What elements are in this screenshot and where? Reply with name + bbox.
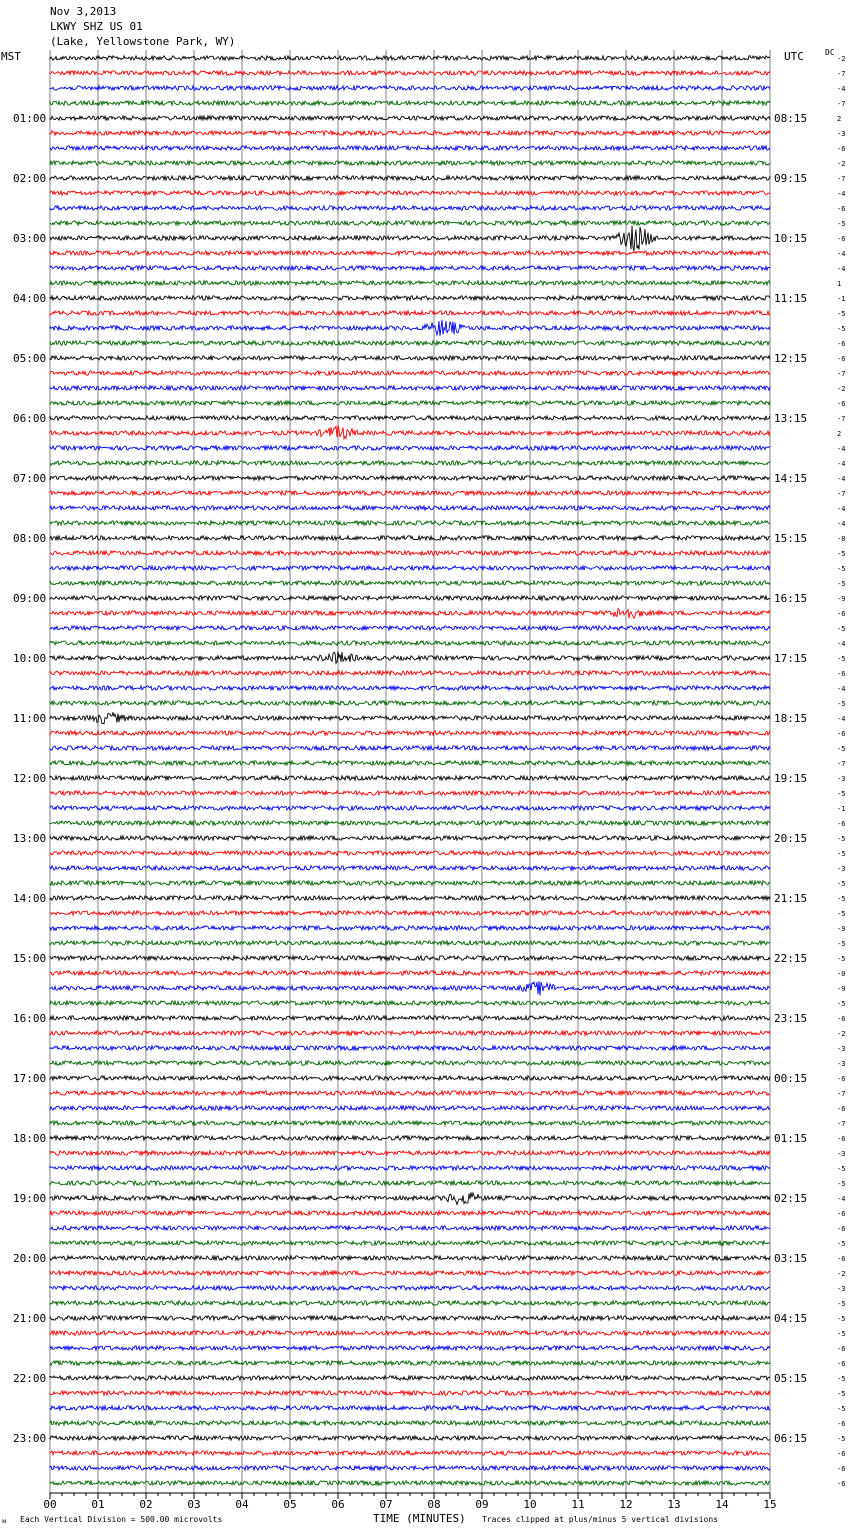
right-hour-label: 18:15 bbox=[774, 712, 808, 725]
left-hour-label: 02:00 bbox=[13, 172, 47, 185]
trace-row bbox=[50, 1331, 770, 1335]
dc-offset-label: -4 bbox=[837, 520, 846, 528]
dc-offset-label: -7 bbox=[837, 415, 846, 423]
dc-offset-label: -5 bbox=[837, 220, 846, 228]
trace-row bbox=[50, 956, 770, 960]
trace-row bbox=[50, 1121, 770, 1125]
dc-offset-label: -6 bbox=[837, 1450, 846, 1458]
left-hour-label: 22:00 bbox=[13, 1372, 47, 1385]
dc-offset-label: -5 bbox=[837, 1375, 846, 1383]
trace-row bbox=[50, 191, 770, 195]
left-hour-label: 19:00 bbox=[13, 1192, 47, 1205]
dc-offset-label: -5 bbox=[837, 1180, 846, 1188]
dc-offset-label: -6 bbox=[837, 610, 846, 618]
trace-row bbox=[50, 1061, 770, 1065]
trace-row bbox=[50, 161, 770, 165]
trace-row bbox=[50, 701, 770, 705]
trace-row bbox=[50, 821, 770, 825]
dc-offset-label: -5 bbox=[837, 565, 846, 573]
x-tick-label: 02 bbox=[139, 1498, 153, 1511]
dc-offset-label: -6 bbox=[837, 205, 846, 213]
trace-row bbox=[50, 1481, 770, 1485]
trace-row bbox=[50, 971, 770, 975]
right-hour-label: 00:15 bbox=[774, 1072, 808, 1085]
trace-row bbox=[50, 461, 770, 465]
left-hour-label: 20:00 bbox=[13, 1252, 47, 1265]
trace-row bbox=[50, 776, 770, 780]
trace-row bbox=[50, 1046, 770, 1050]
right-hour-label: 09:15 bbox=[774, 172, 808, 185]
x-tick-label: 01 bbox=[91, 1498, 105, 1511]
trace-row bbox=[50, 101, 770, 105]
dc-offset-label: -6 bbox=[837, 400, 846, 408]
dc-offset-label: -2 bbox=[837, 385, 846, 393]
x-tick-label: 03 bbox=[187, 1498, 201, 1511]
dc-offset-label: -5 bbox=[837, 1435, 846, 1443]
trace-row bbox=[50, 446, 770, 450]
trace-row bbox=[50, 1316, 770, 1320]
left-hour-label: 18:00 bbox=[13, 1132, 47, 1145]
trace-row bbox=[50, 836, 770, 840]
dc-offset-label: -3 bbox=[837, 865, 846, 873]
trace-row bbox=[50, 712, 770, 724]
right-hour-label: 01:15 bbox=[774, 1132, 808, 1145]
left-hour-label: 11:00 bbox=[13, 712, 47, 725]
dc-offset-label: -5 bbox=[837, 955, 846, 963]
trace-row bbox=[50, 746, 770, 750]
right-hour-label: 02:15 bbox=[774, 1192, 808, 1205]
dc-offset-label: -5 bbox=[837, 325, 846, 333]
dc-offset-label: -4 bbox=[837, 505, 846, 513]
trace-row bbox=[50, 341, 770, 345]
trace-row bbox=[50, 1301, 770, 1305]
trace-row bbox=[50, 731, 770, 735]
trace-row bbox=[50, 981, 770, 995]
x-tick-label: 13 bbox=[667, 1498, 681, 1511]
dc-offset-label: -4 bbox=[837, 85, 846, 93]
x-tick-label: 00 bbox=[43, 1498, 57, 1511]
trace-row bbox=[50, 1406, 770, 1410]
trace-row bbox=[50, 1451, 770, 1455]
dc-offset-label: -5 bbox=[837, 1315, 846, 1323]
trace-row bbox=[50, 320, 770, 336]
dc-offset-label: -7 bbox=[837, 1090, 846, 1098]
dc-offset-label: -5 bbox=[837, 310, 846, 318]
trace-row bbox=[50, 521, 770, 525]
dc-offset-label: -4 bbox=[837, 640, 846, 648]
dc-offset-label: -1 bbox=[837, 295, 846, 303]
dc-offset-label: -8 bbox=[837, 535, 846, 543]
dc-offset-label: -3 bbox=[837, 1060, 846, 1068]
dc-offset-label: -2 bbox=[837, 55, 846, 63]
trace-row bbox=[50, 911, 770, 915]
right-hour-label: 15:15 bbox=[774, 532, 808, 545]
dc-offset-label: -9 bbox=[837, 595, 846, 603]
trace-row bbox=[50, 1076, 770, 1080]
left-hour-label: 17:00 bbox=[13, 1072, 47, 1085]
right-hour-label: 19:15 bbox=[774, 772, 808, 785]
trace-row bbox=[50, 1241, 770, 1245]
dc-offset-label: -2 bbox=[837, 160, 846, 168]
trace-row bbox=[50, 1211, 770, 1215]
plot-date: Nov 3,2013 bbox=[50, 5, 117, 18]
dc-offset-label: -3 bbox=[837, 1045, 846, 1053]
right-hour-label: 11:15 bbox=[774, 292, 808, 305]
trace-row bbox=[50, 1286, 770, 1290]
trace-row bbox=[50, 476, 770, 480]
trace-row bbox=[50, 56, 770, 60]
trace-row bbox=[50, 1271, 770, 1275]
dc-offset-label: -4 bbox=[837, 265, 846, 273]
trace-row bbox=[50, 596, 770, 600]
dc-offset-label: -7 bbox=[837, 1120, 846, 1128]
trace-row bbox=[50, 641, 770, 645]
trace-row bbox=[50, 491, 770, 495]
right-hour-label: 20:15 bbox=[774, 832, 808, 845]
left-hour-label: 13:00 bbox=[13, 832, 47, 845]
dc-offset-label: -6 bbox=[837, 1255, 846, 1263]
dc-offset-label: -6 bbox=[837, 1015, 846, 1023]
right-hour-label: 16:15 bbox=[774, 592, 808, 605]
x-tick-label: 08 bbox=[427, 1498, 441, 1511]
left-hour-label: 07:00 bbox=[13, 472, 47, 485]
trace-row bbox=[50, 251, 770, 255]
dc-offset-label: -5 bbox=[837, 625, 846, 633]
trace-row bbox=[50, 1031, 770, 1035]
dc-offset-label: -3 bbox=[837, 1150, 846, 1158]
left-hour-label: 03:00 bbox=[13, 232, 47, 245]
trace-row bbox=[50, 651, 770, 663]
dc-offset-label: -5 bbox=[837, 1405, 846, 1413]
dc-offset-label: -5 bbox=[837, 1165, 846, 1173]
right-hour-label: 10:15 bbox=[774, 232, 808, 245]
trace-row bbox=[50, 896, 770, 900]
dc-offset-label: 2 bbox=[837, 115, 842, 123]
dc-offset-label: -1 bbox=[837, 805, 846, 813]
trace-row bbox=[50, 131, 770, 135]
trace-row bbox=[50, 116, 770, 120]
dc-offset-label: -5 bbox=[837, 835, 846, 843]
right-hour-label: 17:15 bbox=[774, 652, 808, 665]
trace-row bbox=[50, 1391, 770, 1395]
right-hour-label: 08:15 bbox=[774, 112, 808, 125]
trace-row bbox=[50, 1466, 770, 1470]
trace-row bbox=[50, 1001, 770, 1005]
trace-row bbox=[50, 226, 770, 251]
left-hour-label: 12:00 bbox=[13, 772, 47, 785]
dc-offset-label: -7 bbox=[837, 490, 846, 498]
trace-row bbox=[50, 866, 770, 870]
dc-offset-label: -4 bbox=[837, 685, 846, 693]
right-hour-label: 05:15 bbox=[774, 1372, 808, 1385]
dc-offset-label: -6 bbox=[837, 1225, 846, 1233]
trace-row bbox=[50, 1226, 770, 1230]
dc-offset-label: -6 bbox=[837, 1420, 846, 1428]
left-hour-label: 08:00 bbox=[13, 532, 47, 545]
trace-row bbox=[50, 71, 770, 75]
dc-offset-label: -5 bbox=[837, 880, 846, 888]
x-tick-label: 14 bbox=[715, 1498, 729, 1511]
dc-label: DC bbox=[825, 48, 835, 57]
trace-row bbox=[50, 1256, 770, 1260]
x-tick-label: 04 bbox=[235, 1498, 249, 1511]
trace-row bbox=[50, 281, 770, 285]
trace-row bbox=[50, 1166, 770, 1170]
dc-offset-label: -9 bbox=[837, 985, 846, 993]
dc-offset-label: -7 bbox=[837, 70, 846, 78]
trace-row bbox=[50, 1091, 770, 1095]
right-hour-label: 23:15 bbox=[774, 1012, 808, 1025]
x-tick-label: 11 bbox=[571, 1498, 585, 1511]
trace-row bbox=[50, 551, 770, 555]
dc-offset-label: -7 bbox=[837, 370, 846, 378]
left-hour-label: 04:00 bbox=[13, 292, 47, 305]
trace-row bbox=[50, 1421, 770, 1425]
trace-row bbox=[50, 761, 770, 765]
dc-offset-label: -6 bbox=[837, 1105, 846, 1113]
trace-row bbox=[50, 581, 770, 585]
dc-offset-label: -6 bbox=[837, 730, 846, 738]
x-tick-label: 07 bbox=[379, 1498, 393, 1511]
right-hour-label: 06:15 bbox=[774, 1432, 808, 1445]
trace-row bbox=[50, 686, 770, 690]
dc-offset-label: -7 bbox=[837, 760, 846, 768]
dc-offset-label: -5 bbox=[837, 940, 846, 948]
dc-offset-label: -5 bbox=[837, 655, 846, 663]
left-hour-label: 06:00 bbox=[13, 412, 47, 425]
trace-row bbox=[50, 791, 770, 795]
x-tick-label: 06 bbox=[331, 1498, 345, 1511]
trace-row bbox=[50, 1136, 770, 1140]
left-hour-label: 15:00 bbox=[13, 952, 47, 965]
station-location: (Lake, Yellowstone Park, WY) bbox=[50, 35, 236, 48]
trace-row bbox=[50, 671, 770, 675]
scale-note: Each Vertical Division = 500.00 microvolts bbox=[20, 1515, 223, 1524]
dc-offset-label: -6 bbox=[837, 235, 846, 243]
trace-row bbox=[50, 425, 770, 439]
trace-row bbox=[50, 626, 770, 630]
logo-glyph: ᴍ bbox=[2, 1517, 7, 1525]
dc-offset-label: 1 bbox=[837, 280, 842, 288]
trace-row bbox=[50, 176, 770, 180]
dc-offset-label: -6 bbox=[837, 340, 846, 348]
dc-offset-label: -7 bbox=[837, 100, 846, 108]
dc-offset-label: -4 bbox=[837, 715, 846, 723]
x-tick-label: 15 bbox=[763, 1498, 777, 1511]
dc-offset-label: -3 bbox=[837, 775, 846, 783]
trace-row bbox=[50, 1436, 770, 1440]
left-hour-label: 16:00 bbox=[13, 1012, 47, 1025]
x-tick-label: 10 bbox=[523, 1498, 537, 1511]
dc-offset-label: -6 bbox=[837, 820, 846, 828]
trace-row bbox=[50, 86, 770, 90]
dc-offset-label: 2 bbox=[837, 430, 842, 438]
trace-row bbox=[50, 1376, 770, 1380]
dc-offset-label: -5 bbox=[837, 1000, 846, 1008]
trace-row bbox=[50, 371, 770, 375]
dc-offset-label: -7 bbox=[837, 175, 846, 183]
trace-row bbox=[50, 881, 770, 885]
dc-offset-label: -0 bbox=[837, 970, 846, 978]
right-hour-label: 04:15 bbox=[774, 1312, 808, 1325]
dc-offset-label: -9 bbox=[837, 925, 846, 933]
left-axis-label: MST bbox=[1, 50, 21, 63]
trace-row bbox=[50, 266, 770, 270]
dc-offset-label: -6 bbox=[837, 355, 846, 363]
trace-row bbox=[50, 851, 770, 855]
trace-row bbox=[50, 1346, 770, 1350]
trace-row bbox=[50, 1192, 770, 1204]
right-hour-label: 03:15 bbox=[774, 1252, 808, 1265]
dc-offset-label: -5 bbox=[837, 550, 846, 558]
left-hour-label: 21:00 bbox=[13, 1312, 47, 1325]
trace-row bbox=[50, 146, 770, 150]
trace-row bbox=[50, 536, 770, 540]
trace-row bbox=[50, 806, 770, 810]
dc-offset-label: -5 bbox=[837, 850, 846, 858]
trace-row bbox=[50, 386, 770, 390]
left-hour-label: 09:00 bbox=[13, 592, 47, 605]
trace-row bbox=[50, 609, 770, 619]
dc-offset-label: -3 bbox=[837, 1285, 846, 1293]
dc-offset-label: -4 bbox=[837, 1195, 846, 1203]
right-hour-label: 13:15 bbox=[774, 412, 808, 425]
trace-row bbox=[50, 1181, 770, 1185]
dc-offset-label: -5 bbox=[837, 1240, 846, 1248]
station-name: LKWY SHZ US 01 bbox=[50, 20, 143, 33]
dc-offset-label: -4 bbox=[837, 475, 846, 483]
left-hour-label: 10:00 bbox=[13, 652, 47, 665]
x-tick-label: 05 bbox=[283, 1498, 297, 1511]
left-hour-label: 01:00 bbox=[13, 112, 47, 125]
dc-offset-label: -3 bbox=[837, 130, 846, 138]
dc-offset-label: -5 bbox=[837, 700, 846, 708]
dc-offset-label: -5 bbox=[837, 1390, 846, 1398]
trace-row bbox=[50, 1016, 770, 1020]
trace-row bbox=[50, 506, 770, 510]
dc-offset-label: -4 bbox=[837, 250, 846, 258]
dc-offset-label: -6 bbox=[837, 670, 846, 678]
trace-row bbox=[50, 356, 770, 360]
dc-offset-label: -5 bbox=[837, 910, 846, 918]
dc-offset-label: -6 bbox=[837, 1075, 846, 1083]
right-axis-label: UTC bbox=[784, 50, 804, 63]
dc-offset-label: -5 bbox=[837, 580, 846, 588]
x-tick-label: 12 bbox=[619, 1498, 633, 1511]
trace-row bbox=[50, 566, 770, 570]
dc-offset-label: -2 bbox=[837, 1270, 846, 1278]
right-hour-label: 12:15 bbox=[774, 352, 808, 365]
dc-offset-label: -6 bbox=[837, 1480, 846, 1488]
left-hour-label: 05:00 bbox=[13, 352, 47, 365]
clip-note: Traces clipped at plus/minus 5 vertical divisions bbox=[482, 1515, 719, 1524]
dc-offset-label: -5 bbox=[837, 1330, 846, 1338]
dc-offset-label: -6 bbox=[837, 1135, 846, 1143]
dc-offset-label: -6 bbox=[837, 1210, 846, 1218]
trace-row bbox=[50, 1361, 770, 1365]
dc-offset-label: -6 bbox=[837, 1345, 846, 1353]
trace-row bbox=[50, 416, 770, 420]
left-hour-label: 14:00 bbox=[13, 892, 47, 905]
dc-offset-label: -5 bbox=[837, 895, 846, 903]
trace-row bbox=[50, 296, 770, 300]
right-hour-label: 14:15 bbox=[774, 472, 808, 485]
trace-row bbox=[50, 206, 770, 210]
trace-row bbox=[50, 941, 770, 945]
trace-row bbox=[50, 221, 770, 225]
trace-row bbox=[50, 311, 770, 315]
dc-offset-label: -6 bbox=[837, 1465, 846, 1473]
dc-offset-label: -5 bbox=[837, 790, 846, 798]
dc-offset-label: -6 bbox=[837, 1360, 846, 1368]
dc-offset-label: -4 bbox=[837, 190, 846, 198]
trace-row bbox=[50, 1151, 770, 1155]
trace-row bbox=[50, 401, 770, 405]
trace-row bbox=[50, 926, 770, 930]
trace-row bbox=[50, 1106, 770, 1110]
dc-offset-label: -4 bbox=[837, 460, 846, 468]
right-hour-label: 21:15 bbox=[774, 892, 808, 905]
right-hour-label: 22:15 bbox=[774, 952, 808, 965]
dc-offset-label: -5 bbox=[837, 1300, 846, 1308]
x-tick-label: 09 bbox=[475, 1498, 489, 1511]
dc-offset-label: -4 bbox=[837, 445, 846, 453]
left-hour-label: 23:00 bbox=[13, 1432, 47, 1445]
x-axis-title: TIME (MINUTES) bbox=[373, 1512, 466, 1525]
dc-offset-label: -2 bbox=[837, 1030, 846, 1038]
dc-offset-label: -6 bbox=[837, 145, 846, 153]
dc-offset-label: -5 bbox=[837, 745, 846, 753]
